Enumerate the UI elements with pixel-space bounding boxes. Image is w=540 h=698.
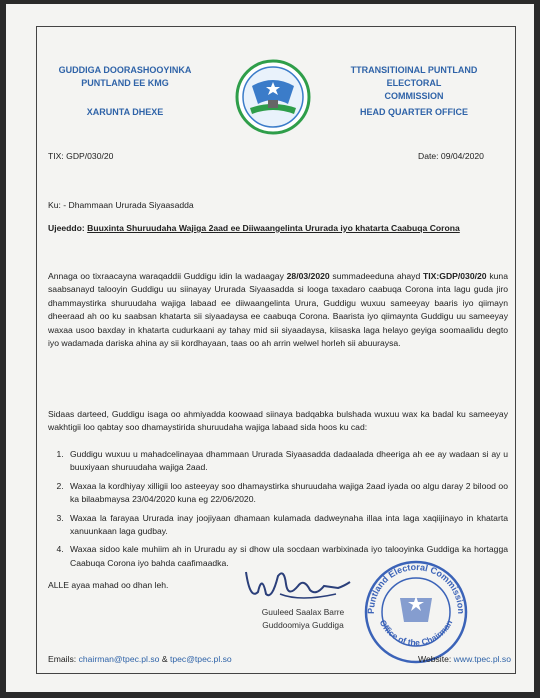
emails-label: Emails:: [48, 654, 77, 664]
paragraph-1: [48, 270, 508, 350]
para1-part-a: Annaga oo tixraacayna waraqaddii Guddigu idin la wadaagay: [48, 271, 287, 281]
footer-emails: [48, 654, 232, 664]
signature-mark: [240, 564, 360, 604]
official-stamp: [356, 556, 476, 664]
signatory-name: Guuleed Saalax Barre: [261, 607, 345, 617]
list-item: 1. Guddigu wuxuu u mahadcelinayaa dhammaan Ururada Siyaasadda dadaalada dheeriga ah ee ay wadaan si ay u buuxiyaan shuruudaha wajiga 2aad.: [66, 448, 508, 475]
reference-number: TIX: GDP/030/20: [48, 151, 114, 161]
list-item: 4. Waxaa sidoo kale muhiim ah in Ururadu ay si dhow ula socdaan warbixinada iyo talooyinka Guddiga ka hortagga Caabuqa Corona iyo bahda caafimaadka.: [66, 543, 508, 570]
list-item: 2. Waxaa la kordhiyay xilligii loo asteeyay soo dhamaystirka shuruudaha wajiga 2aad iyada oo algu daray 2 bilood oo ka bilaabmaysa 23/04/2020 kuna eg 22/06/2020.: [66, 480, 508, 507]
recipient-line: Ku: - Dhammaan Ururada Siyaasadda: [48, 200, 194, 210]
svg-text:Office of the Chairman: [378, 618, 455, 648]
para1-part-c: kuna saabsanayd talooyin Guddigu uu siinayay Ururada Siyaasadda si looga taxadaro caabuqa Corona inta lagu guda jiro dhammaystirka shuruudaha wajiga labaad ee diiwaangelinta Urura, Guddigu wuxuu sameeyay baaris iyo qiimayn dheeraad ah oo ku saabsan khatarta sii siyaadaysa ee caabuqa Corona. Baarista iyo qiimaynta Guddigu uu sameeyay waxaa usoo baxday in khatarta cudurkaani ay tahay mid sii siyaadaysa, kiisaska laga helayo geyiga soomaalidu degto iyo wadamada dariska ahina ay sii kordhayaan, taas oo ah arrin welwel horleh sii abuuraysa.: [48, 271, 508, 349]
email-chairman-link[interactable]: chairman@tpec.pl.so: [78, 654, 160, 664]
footer-website: [418, 654, 511, 664]
subject-text: Buuxinta Shuruudaha Wajiga 2aad ee Diiwaangelinta Ururada iyo khatarta Caabuqa Corona: [87, 223, 460, 233]
closing-line: ALLE ayaa mahad oo dhan leh.: [48, 580, 169, 590]
subject-line: [48, 222, 508, 235]
para1-ref: TIX:GDP/030/20: [423, 271, 487, 281]
email-tpec-link[interactable]: tpec@tpec.pl.so: [169, 654, 232, 664]
header-right-line2: COMMISSION: [384, 91, 444, 101]
document-page: [6, 4, 534, 692]
header-right: [324, 64, 504, 103]
stamp-ring-text: Puntland Electoral Commission: [365, 561, 467, 615]
header-left: [50, 64, 200, 90]
para1-date: 28/03/2020: [286, 271, 330, 281]
subject-label: Ujeeddo:: [48, 223, 85, 233]
instruction-list: [48, 448, 508, 570]
header-left-line2: PUNTLAND EE KMG: [81, 78, 169, 88]
signatory-title: Guddoomiya Guddiga: [262, 620, 344, 630]
para1-part-b: summadeeduna ahayd: [329, 271, 424, 281]
header-left-sub: XARUNTA DHEXE: [86, 107, 164, 117]
list-item: 3. Waxaa la farayaa Ururada inay joojiyaan dhamaan kulamada dadweynaha illaa inta laga xaqiijinayo in khatarta xanuunkaan laga gudbay.: [66, 512, 508, 539]
commission-logo: [228, 56, 318, 138]
email-separator: &: [161, 654, 168, 664]
letter-date: Date: 09/04/2020: [418, 151, 484, 161]
header-right-sub: HEAD QUARTER OFFICE: [360, 107, 468, 117]
paragraph-2: Sidaas darteed, Guddigu isaga oo ahmiyadda koowaad siinaya badqabka bulshada wuxuu wax ka badal ku sameeyay wakhtigii loo qabtay soo dhamaystirida shuruudaha wajiga labaad sida hoos ku cad:: [48, 409, 508, 433]
website-label: Website:: [418, 654, 452, 664]
header-left-line1: GUDDIGA DOORASHOOYINKA: [58, 65, 192, 75]
header-right-line1: TTRANSITIOINAL PUNTLAND ELECTORAL: [350, 65, 478, 88]
website-link[interactable]: www.tpec.pl.so: [453, 654, 511, 664]
stamp-bottom-text: Office of the Chairman: [377, 618, 455, 648]
